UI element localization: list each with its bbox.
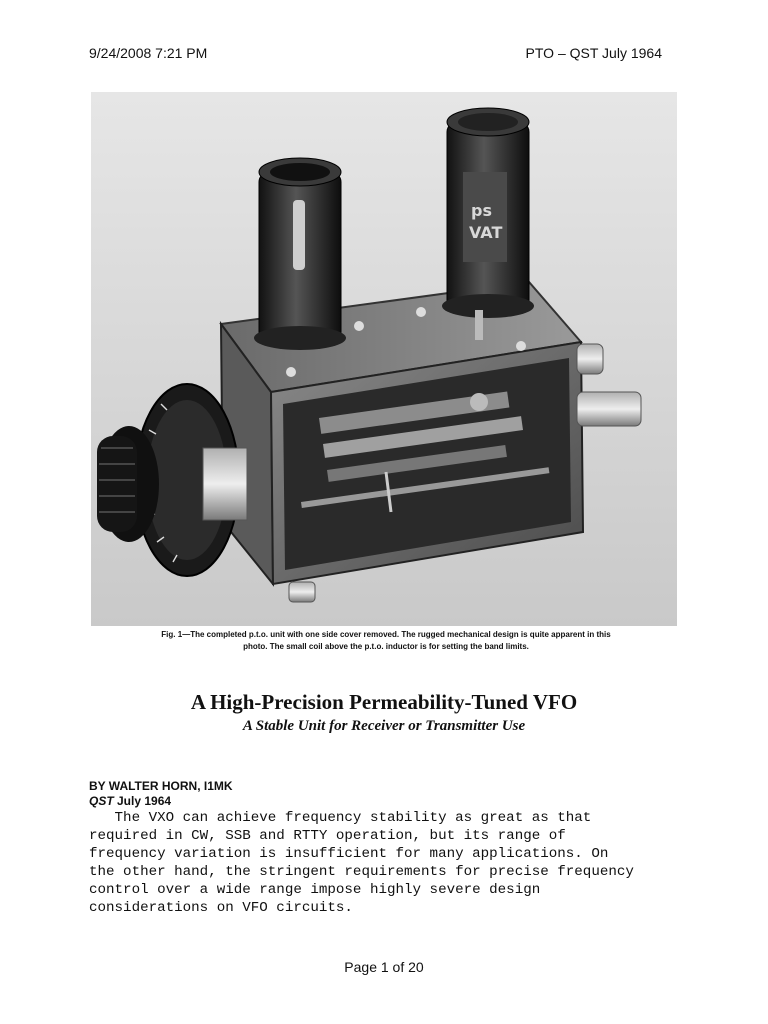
source-magazine: QST <box>89 794 114 808</box>
article-body: The VXO can achieve frequency stability as great as that required in CW, SSB and RTTY operation, but its range of frequency variation is insufficient for many applications. On the other hand, the stringent requirements for precise frequency control over a wide range impose highly severe design considerations on VFO circuits. <box>89 810 634 916</box>
header-timestamp: 9/24/2008 7:21 PM <box>89 45 208 61</box>
page-number: Page 1 of 20 <box>344 959 424 975</box>
figure-caption <box>128 629 644 653</box>
svg-text:VAT: VAT <box>469 223 503 242</box>
figure-caption-line-2: photo. The small coil above the p.t.o. inductor is for setting the band limits. <box>243 642 529 651</box>
article-source <box>89 794 171 808</box>
article-title: A High-Precision Permeability-Tuned VFO <box>190 690 578 714</box>
header-doc-label: PTO – QST July 1964 <box>525 45 662 61</box>
source-date: July 1964 <box>113 794 172 808</box>
vfo-unit-photo <box>91 92 677 626</box>
figure-caption-line-1: Fig. 1—The completed p.t.o. unit with one side cover removed. The rugged mechanical design is quite apparent in this <box>161 630 611 639</box>
article-subtitle: A Stable Unit for Receiver or Transmitter Use <box>242 718 526 734</box>
article-byline: BY WALTER HORN, I1MK <box>89 779 233 793</box>
svg-text:ps: ps <box>471 201 492 220</box>
